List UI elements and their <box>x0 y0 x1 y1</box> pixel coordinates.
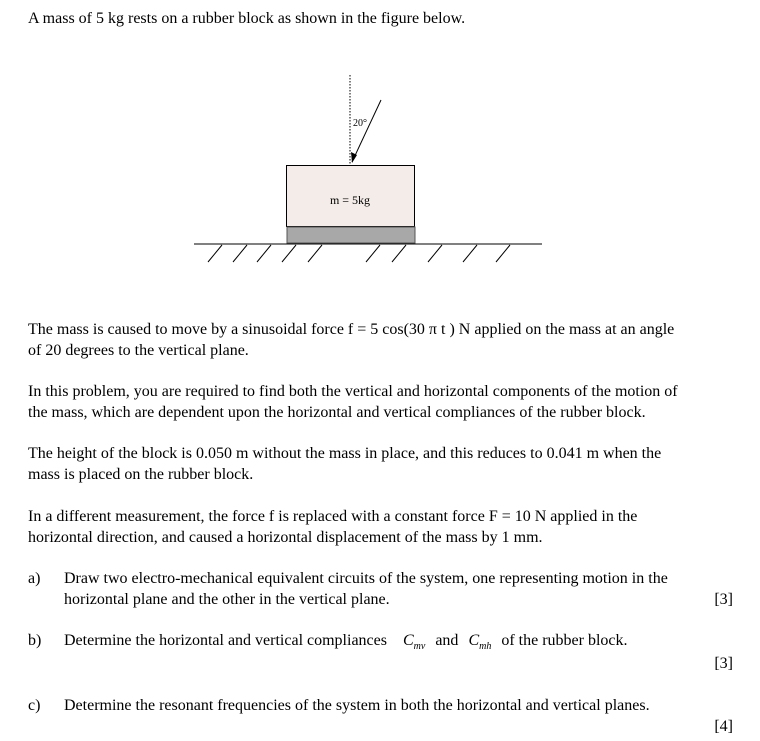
question-c-label: c) <box>28 697 41 714</box>
question-c-marks: [4] <box>714 718 733 735</box>
question-b-marks: [3] <box>714 655 733 672</box>
paragraph-4-line-2: horizontal direction, and caused a horizontal displacement of the mass by 1 mm. <box>28 529 543 546</box>
paragraph-2-line-2: the mass, which are dependent upon the horizontal and vertical compliances of the rubber block. <box>28 404 646 421</box>
paragraph-2-line-1: In this problem, you are required to find both the vertical and horizontal components of the motion of <box>28 383 678 400</box>
question-b-and: and <box>435 632 459 649</box>
paragraph-1-line-2: of 20 degrees to the vertical plane. <box>28 342 249 359</box>
ground-hatching <box>208 245 510 262</box>
question-b-text-after: of the rubber block. <box>501 632 628 649</box>
force-arrow-shaft <box>352 100 381 162</box>
compliance-cmv: $C_{mv}$ <box>402 632 426 653</box>
figure-svg <box>180 70 550 275</box>
question-a-line-2: horizontal plane and the other in the vertical plane. <box>64 591 390 608</box>
question-a-line-1: Draw two electro-mechanical equivalent circuits of the system, one representing motion in the <box>64 570 668 587</box>
paragraph-1-line-1: The mass is caused to move by a sinusoidal force f = 5 cos(30 π t ) N applied on the mass at an angle <box>28 321 675 338</box>
compliance-cmh: $C_{mh}$ <box>468 632 492 653</box>
question-a-label: a) <box>28 570 41 587</box>
question-b-line <box>64 630 628 657</box>
question-b-text-before: Determine the horizontal and vertical compliances <box>64 632 387 649</box>
paragraph-3-line-2: mass is placed on the rubber block. <box>28 466 254 483</box>
mass-label: m = 5kg <box>329 193 371 207</box>
paragraph-4-line-1: In a different measurement, the force f is replaced with a constant force F = 10 N applied in the <box>28 508 638 525</box>
mass-on-rubber-block-figure <box>180 70 550 275</box>
question-c-line-1: Determine the resonant frequencies of the system in both the horizontal and vertical planes. <box>64 697 650 714</box>
angle-label: 20° <box>353 118 367 129</box>
question-b-label: b) <box>28 632 42 649</box>
question-a-marks: [3] <box>714 591 733 608</box>
paragraph-3-line-1: The height of the block is 0.050 m without the mass in place, and this reduces to 0.041 m when the <box>28 445 662 462</box>
rubber-block <box>287 227 415 243</box>
intro-text: A mass of 5 kg rests on a rubber block as shown in the figure below. <box>28 10 466 27</box>
